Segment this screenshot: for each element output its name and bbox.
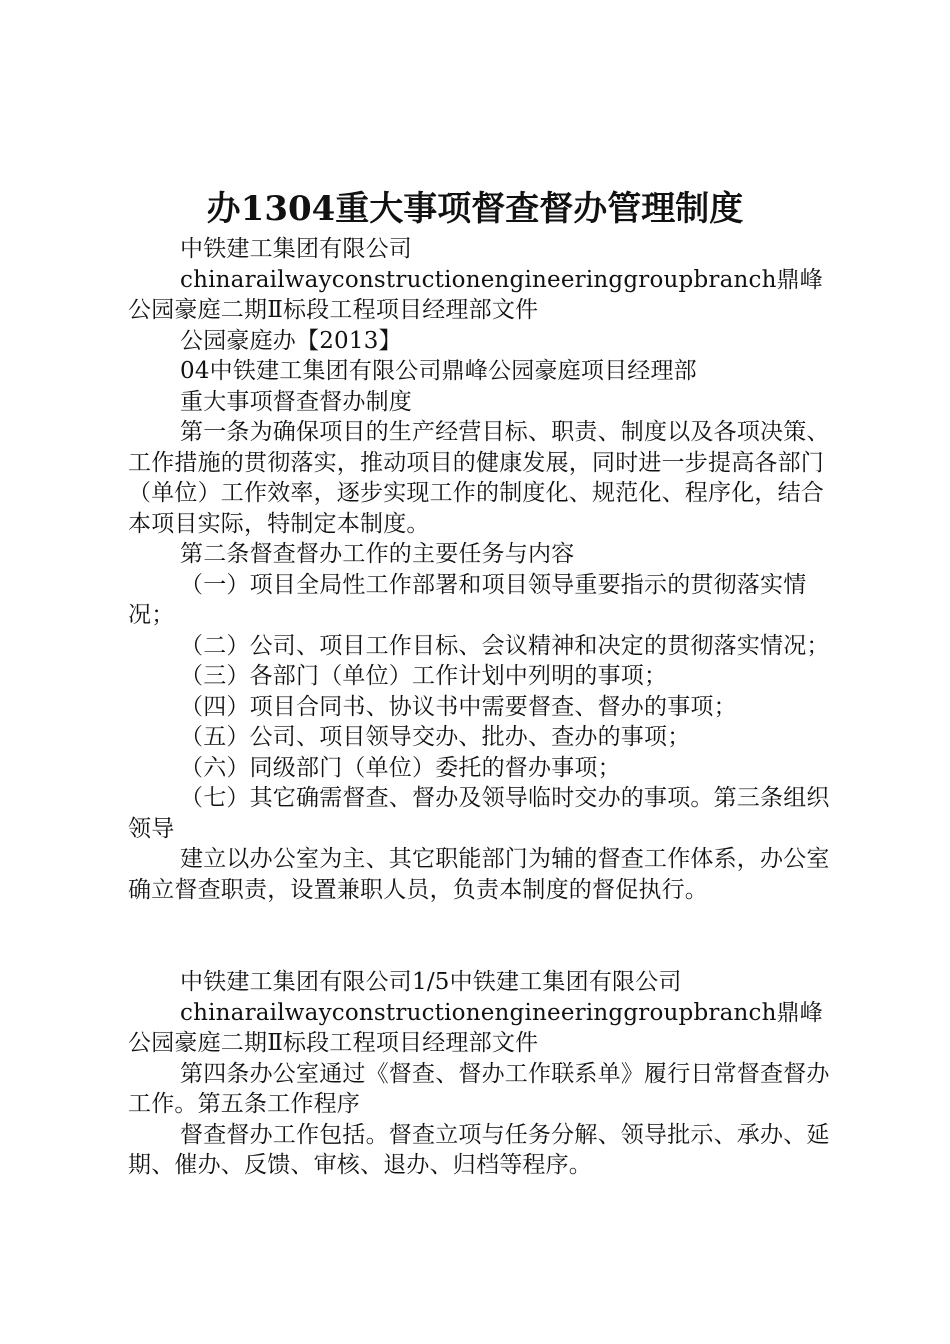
paragraph: （七）其它确需督查、督办及领导临时交办的事项。第三条组织领导 xyxy=(128,785,830,842)
paragraph: 中铁建工集团有限公司 xyxy=(180,236,412,262)
paragraph: （三）各部门（单位）工作计划中列明的事项； xyxy=(180,663,668,689)
paragraph: 第一条为确保项目的生产经营目标、职责、制度以及各项决策、工作措施的贯彻落实，推动项目的健康发展，同时进一步提高各部门（单位）工作效率，逐步实现工作的制度化、规范化、程序化，结合本项目实际，特制定本制度。 xyxy=(128,419,830,537)
paragraph: 第四条办公室通过《督查、督办工作联系单》履行日常督查督办工作。第五条工作程序 xyxy=(128,1060,830,1117)
paragraph: 第二条督查督办工作的主要任务与内容 xyxy=(180,541,575,567)
paragraph: chinarailwayconstructionengineeringgroupbranch鼎峰公园豪庭二期Ⅱ标段工程项目经理部文件 xyxy=(128,999,823,1056)
paragraph: （四）项目合同书、协议书中需要督查、督办的事项； xyxy=(180,693,737,720)
paragraph: chinarailwayconstructionengineeringgroupbranch鼎峰公园豪庭二期Ⅱ标段工程项目经理部文件 xyxy=(128,266,823,323)
paragraph: 公园豪庭办【2013】 xyxy=(180,327,402,354)
paragraph: （六）同级部门（单位）委托的督办事项； xyxy=(180,754,621,781)
paragraph: 重大事项督查督办制度 xyxy=(180,388,412,415)
paragraph: 建立以办公室为主、其它职能部门为辅的督查工作体系，办公室确立督查职责，设置兼职人员，负责本制度的督促执行。 xyxy=(128,846,830,903)
paragraph: 督查督办工作包括。督查立项与任务分解、领导批示、承办、延期、催办、反馈、审核、退办、归档等程序。 xyxy=(128,1121,830,1178)
paragraph: （一）项目全局性工作部署和项目领导重要指示的贯彻落实情况； xyxy=(128,571,807,628)
document-body-section-2 xyxy=(128,967,833,1181)
paragraph: （五）公司、项目领导交办、批办、查办的事项； xyxy=(180,724,691,750)
paragraph: 中铁建工集团有限公司1/5中铁建工集团有限公司 xyxy=(180,969,682,995)
document-title: 办1304重大事项督查督办管理制度 xyxy=(206,189,744,229)
document-body-section-1 xyxy=(128,234,833,905)
paragraph: （二）公司、项目工作目标、会议精神和决定的贯彻落实情况； xyxy=(180,632,830,659)
paragraph: 04中铁建工集团有限公司鼎峰公园豪庭项目经理部 xyxy=(180,358,697,384)
